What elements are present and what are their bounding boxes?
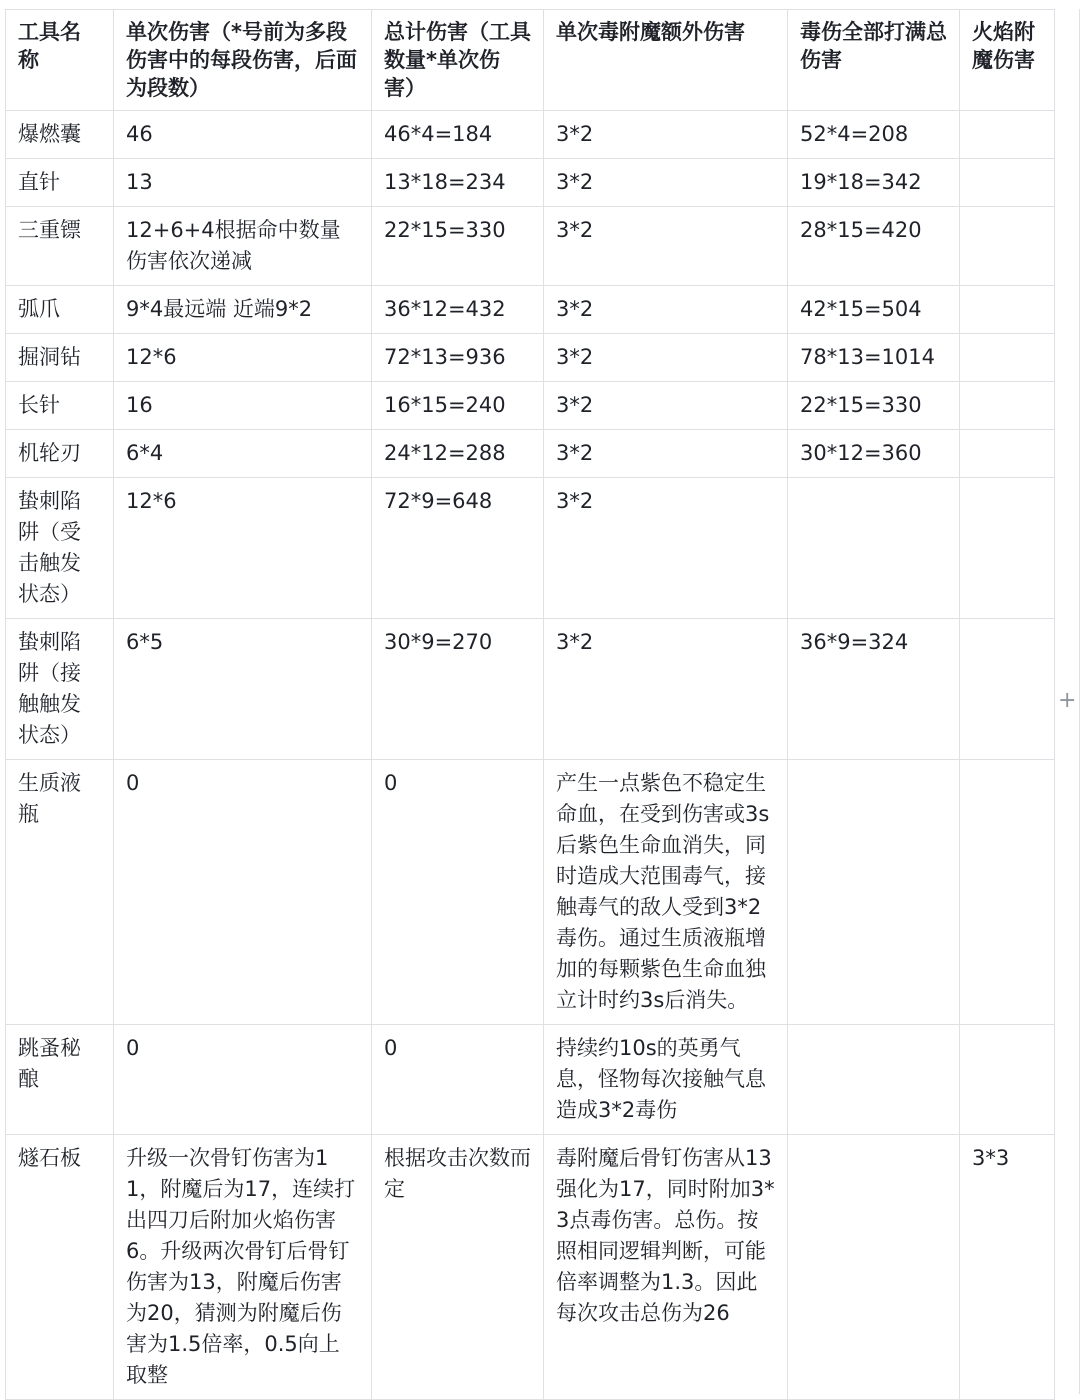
- table-cell[interactable]: 3*2: [544, 159, 788, 207]
- table-row: [6, 1135, 1055, 1400]
- table-cell[interactable]: [960, 430, 1055, 478]
- table-row: [6, 159, 1055, 207]
- table-cell[interactable]: 24*12=288: [372, 430, 544, 478]
- table-cell[interactable]: 升级一次骨钉伤害为11，附魔后为17，连续打出四刀后附加火焰伤害6。升级两次骨钉后骨钉伤害为13，附魔后伤害为20，猜测为附魔后伤害为1.5倍率，0.5向上取整: [114, 1135, 372, 1400]
- table-row: [6, 478, 1055, 619]
- table-cell[interactable]: 16: [114, 382, 372, 430]
- table-cell[interactable]: 12*6: [114, 478, 372, 619]
- table-cell[interactable]: 毒附魔后骨钉伤害从13强化为17，同时附加3*3点毒伤害。总伤。按照相同逻辑判断，可能倍率调整为1.3。因此每次攻击总伤为26: [544, 1135, 788, 1400]
- table-cell[interactable]: [788, 760, 960, 1025]
- table-cell[interactable]: 弧爪: [6, 286, 114, 334]
- header-fire-damage[interactable]: 火焰附魔伤害: [960, 10, 1055, 111]
- table-row: [6, 430, 1055, 478]
- table-cell[interactable]: 燧石板: [6, 1135, 114, 1400]
- table-cell[interactable]: 36*9=324: [788, 619, 960, 760]
- table-cell[interactable]: 22*15=330: [372, 207, 544, 286]
- table-cell[interactable]: 持续约10s的英勇气息，怪物每次接触气息造成3*2毒伤: [544, 1025, 788, 1135]
- table-cell[interactable]: 3*2: [544, 619, 788, 760]
- header-poison-total-damage[interactable]: 毒伤全部打满总伤害: [788, 10, 960, 111]
- table-cell[interactable]: 3*2: [544, 430, 788, 478]
- table-row: [6, 760, 1055, 1025]
- table-cell[interactable]: 12*6: [114, 334, 372, 382]
- table-cell[interactable]: 爆燃囊: [6, 111, 114, 159]
- table-cell[interactable]: [960, 286, 1055, 334]
- table-header-row: [6, 10, 1055, 111]
- table-cell[interactable]: 直针: [6, 159, 114, 207]
- table-cell[interactable]: 0: [372, 760, 544, 1025]
- plus-icon[interactable]: +: [1058, 688, 1077, 713]
- table-cell[interactable]: 6*4: [114, 430, 372, 478]
- table-cell[interactable]: 3*3: [960, 1135, 1055, 1400]
- table-cell[interactable]: 9*4最远端 近端9*2: [114, 286, 372, 334]
- table-cell[interactable]: 30*12=360: [788, 430, 960, 478]
- table-row: [6, 111, 1055, 159]
- header-tool-name[interactable]: 工具名称: [6, 10, 114, 111]
- table-cell[interactable]: 30*9=270: [372, 619, 544, 760]
- data-table-container: [5, 9, 1054, 1400]
- table-row: [6, 334, 1055, 382]
- damage-table: [5, 9, 1055, 1400]
- table-cell[interactable]: [960, 207, 1055, 286]
- table-cell[interactable]: 3*2: [544, 286, 788, 334]
- table-cell[interactable]: [960, 111, 1055, 159]
- header-single-damage[interactable]: 单次伤害（*号前为多段伤害中的每段伤害，后面为段数）: [114, 10, 372, 111]
- table-cell[interactable]: [960, 760, 1055, 1025]
- table-cell[interactable]: 3*2: [544, 207, 788, 286]
- table-cell[interactable]: 跳蚤秘酿: [6, 1025, 114, 1135]
- table-cell[interactable]: 生质液瓶: [6, 760, 114, 1025]
- table-cell[interactable]: 13*18=234: [372, 159, 544, 207]
- table-cell[interactable]: [960, 478, 1055, 619]
- table-cell[interactable]: 12+6+4根据命中数量伤害依次递减: [114, 207, 372, 286]
- table-cell[interactable]: 28*15=420: [788, 207, 960, 286]
- table-row: [6, 286, 1055, 334]
- table-cell[interactable]: 16*15=240: [372, 382, 544, 430]
- table-cell[interactable]: 蛰刺陷阱（受击触发状态）: [6, 478, 114, 619]
- table-cell[interactable]: 3*2: [544, 334, 788, 382]
- table-cell[interactable]: 蛰刺陷阱（接触触发状态）: [6, 619, 114, 760]
- table-cell[interactable]: 机轮刃: [6, 430, 114, 478]
- table-cell[interactable]: 6*5: [114, 619, 372, 760]
- table-cell[interactable]: 22*15=330: [788, 382, 960, 430]
- table-cell[interactable]: [960, 619, 1055, 760]
- table-cell[interactable]: 72*9=648: [372, 478, 544, 619]
- header-poison-extra-damage[interactable]: 单次毒附魔额外伤害: [544, 10, 788, 111]
- table-row: [6, 207, 1055, 286]
- table-cell[interactable]: 72*13=936: [372, 334, 544, 382]
- table-cell[interactable]: 3*2: [544, 382, 788, 430]
- table-cell[interactable]: [788, 1135, 960, 1400]
- header-total-damage[interactable]: 总计伤害（工具数量*单次伤害）: [372, 10, 544, 111]
- table-cell[interactable]: 46*4=184: [372, 111, 544, 159]
- table-cell[interactable]: 19*18=342: [788, 159, 960, 207]
- table-cell[interactable]: 0: [114, 1025, 372, 1135]
- table-cell[interactable]: 根据攻击次数而定: [372, 1135, 544, 1400]
- table-cell[interactable]: 三重镖: [6, 207, 114, 286]
- table-cell[interactable]: 0: [114, 760, 372, 1025]
- table-cell[interactable]: 长针: [6, 382, 114, 430]
- table-cell[interactable]: 42*15=504: [788, 286, 960, 334]
- table-cell[interactable]: 52*4=208: [788, 111, 960, 159]
- table-cell[interactable]: 3*2: [544, 478, 788, 619]
- table-cell[interactable]: [788, 478, 960, 619]
- table-cell[interactable]: 36*12=432: [372, 286, 544, 334]
- table-cell[interactable]: [960, 159, 1055, 207]
- table-row: [6, 382, 1055, 430]
- table-cell[interactable]: 产生一点紫色不稳定生命血，在受到伤害或3s后紫色生命血消失，同时造成大范围毒气，接触毒气的敌人受到3*2毒伤。通过生质液瓶增加的每颗紫色生命血独立计时约3s后消失。: [544, 760, 788, 1025]
- table-row: [6, 1025, 1055, 1135]
- table-cell[interactable]: 0: [372, 1025, 544, 1135]
- table-cell[interactable]: 46: [114, 111, 372, 159]
- table-cell[interactable]: [960, 382, 1055, 430]
- table-cell[interactable]: 掘洞钻: [6, 334, 114, 382]
- table-row: [6, 619, 1055, 760]
- table-cell[interactable]: [960, 1025, 1055, 1135]
- table-cell[interactable]: [788, 1025, 960, 1135]
- table-cell[interactable]: 13: [114, 159, 372, 207]
- table-cell[interactable]: 3*2: [544, 111, 788, 159]
- table-cell[interactable]: [960, 334, 1055, 382]
- table-cell[interactable]: 78*13=1014: [788, 334, 960, 382]
